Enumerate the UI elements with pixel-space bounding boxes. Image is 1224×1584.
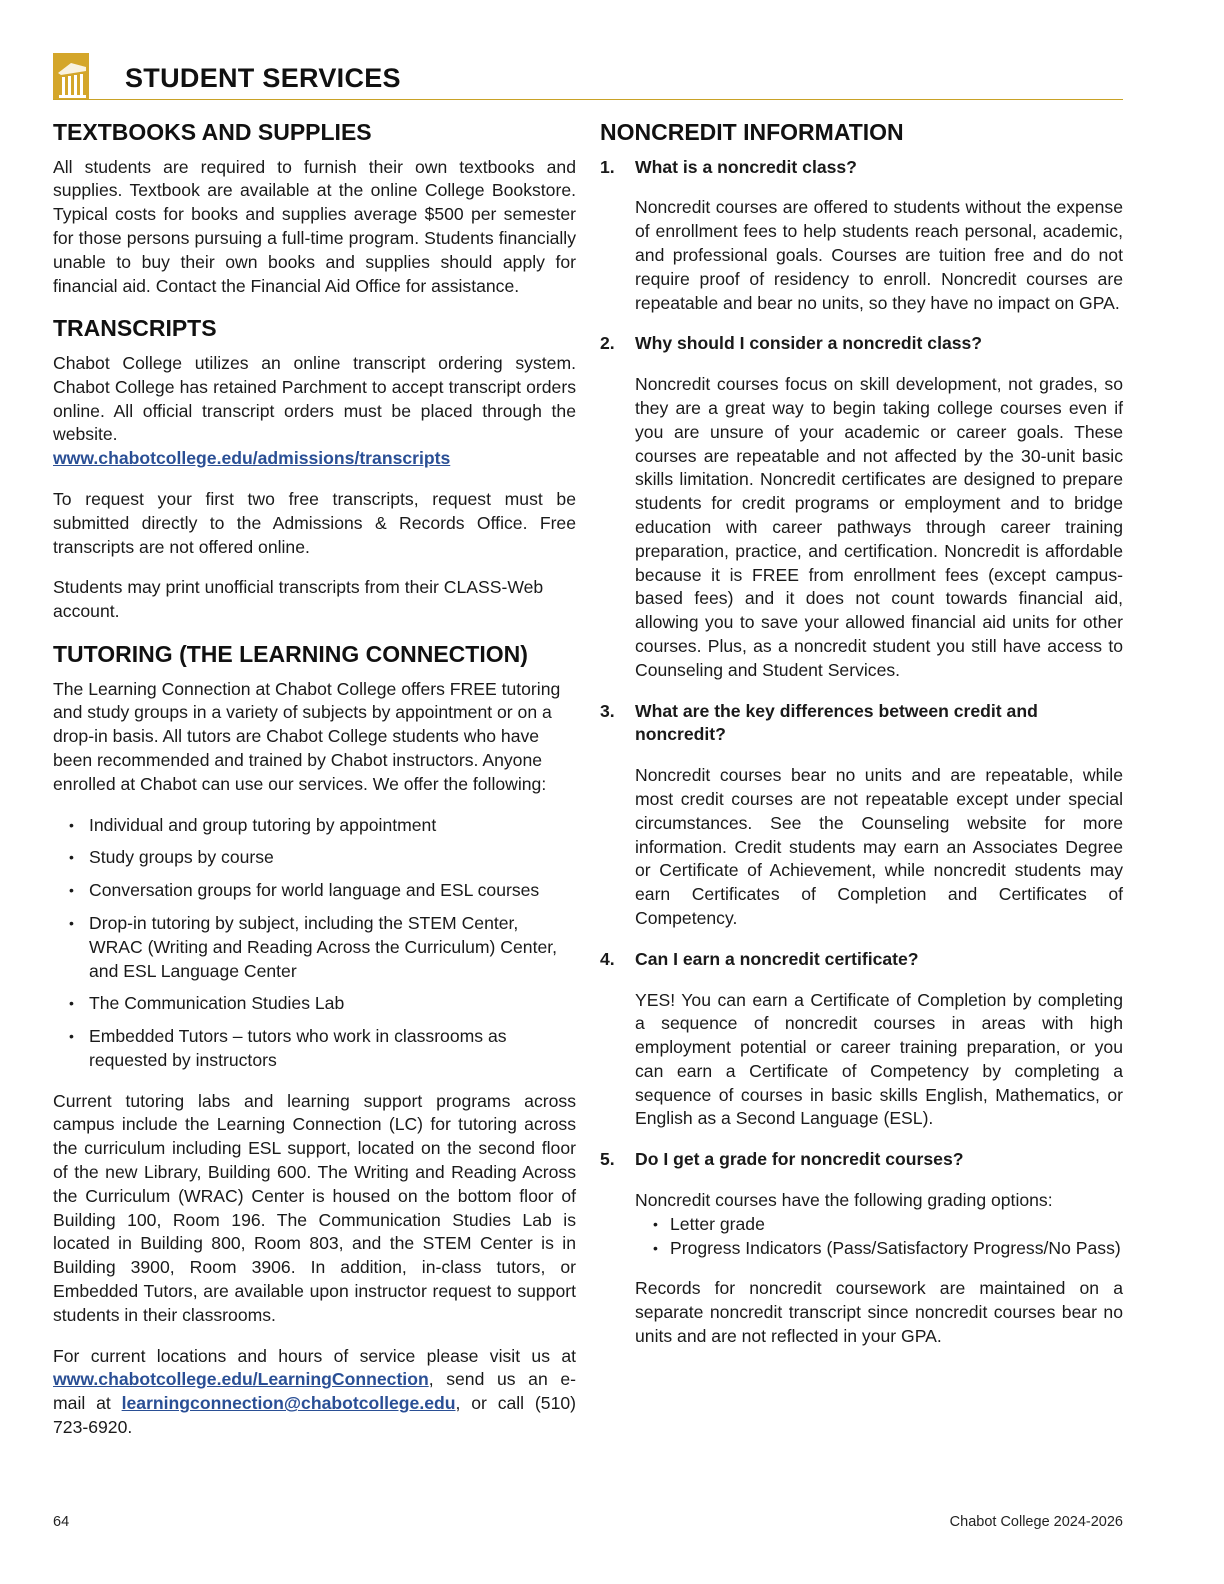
question-number: 1. (600, 156, 615, 177)
right-column (600, 119, 1123, 1366)
answer-2 (635, 373, 1123, 682)
section-title: STUDENT SERVICES (125, 63, 401, 93)
transcripts-link[interactable]: www.chabotcollege.edu/admissions/transcripts (53, 448, 451, 469)
transcripts-text: Chabot College utilizes an online transcript ordering system. Chabot College has retained Parchment to accept transcript orders online. All official transcript orders must be placed through the website. (53, 352, 576, 445)
learning-connection-email-link[interactable]: learningconnection@chabotcollege.edu (121, 1393, 456, 1414)
grading-lead: Noncredit courses have the following grading options: (635, 1190, 1053, 1211)
list-item: • Study groups by course (69, 846, 576, 870)
contact-text: , send us an e-mail at (53, 1369, 576, 1414)
list-item: • Conversation groups for world language and ESL courses (69, 879, 576, 903)
page-header (53, 52, 1123, 100)
tutoring-contact (53, 1345, 576, 1440)
records-text: Records for noncredit coursework are maintained on a separate noncredit transcript since noncredit courses bear no units and are not reflected in your GPA. (635, 1278, 1123, 1347)
question-text: What are the key differences between credit and noncredit? (635, 700, 1038, 745)
textbooks-heading: TEXTBOOKS AND SUPPLIES (53, 119, 372, 145)
answer-4 (635, 989, 1123, 1132)
list-item: • Letter grade (653, 1213, 1123, 1237)
learning-connection-link[interactable]: www.chabotcollege.edu/LearningConnection (53, 1369, 429, 1390)
question-1 (600, 156, 1123, 180)
answer-text: Noncredit courses are offered to students without the expense of enrollment fees to help students reach personal, academic, and professional goals. Courses are tuition free and do not require proof of residency to enroll. Noncredit courses are repeatable and bear no units, so they have no impact on GPA. (635, 197, 1123, 313)
grading-options-list (653, 1213, 1123, 1261)
question-number: 5. (600, 1149, 615, 1170)
question-text: What is a noncredit class? (635, 156, 857, 177)
question-4 (600, 948, 1123, 972)
free-transcripts-text: To request your first two free transcripts, request must be submitted directly to the Admissions & Records Office. Free transcripts are not offered online. (53, 488, 576, 557)
list-item: • Progress Indicators (Pass/Satisfactory Progress/No Pass) (653, 1237, 1123, 1261)
page-number: 64 (53, 1514, 70, 1530)
transcripts-body (53, 352, 576, 471)
building-columns-icon (53, 53, 89, 99)
left-column (53, 119, 576, 1457)
unofficial-transcripts-text: Students may print unofficial transcripts from their CLASS-Web account. (53, 577, 544, 622)
question-5 (600, 1148, 1123, 1172)
answer-1 (635, 196, 1123, 315)
answer-3 (635, 764, 1123, 931)
transcripts-heading: TRANSCRIPTS (53, 315, 217, 342)
answer-text: YES! You can earn a Certificate of Completion by completing a sequence of noncredit courses in areas with high employment potential or career training preparation, or you can earn a Certificate of Competency by completing a sequence of courses in basic skills English, Mathematics, or English as a Second Language (ESL). (635, 989, 1123, 1129)
catalog-footer: Chabot College 2024-2026 (949, 1514, 1123, 1530)
tutoring-intro: The Learning Connection at Chabot College offers FREE tutoring and study groups in a variety of subjects by appointment or on a drop-in basis. All tutors are Chabot College students who have been recommended and trained by Chabot instructors. Anyone enrolled at Chabot can use our services. We offer the following: (53, 678, 561, 794)
textbooks-body: All students are required to furnish their own textbooks and supplies. Textbook are available at the online College Bookstore. Typical costs for books and supplies average $500 per semester for those persons pursuing a full-time program. Students financially unable to buy their own books and supplies should apply for financial aid. Contact the Financial Aid Office for assistance. (53, 156, 576, 296)
question-2 (600, 332, 1123, 356)
list-item: • The Communication Studies Lab (69, 992, 576, 1016)
question-number: 2. (600, 333, 615, 354)
question-text: Can I earn a noncredit certificate? (635, 948, 919, 969)
question-3 (600, 700, 1123, 748)
answer-text: Noncredit courses focus on skill development, not grades, so they are a great way to begin taking college courses even if you are unsure of your academic or career goals. These courses are repeatable and not affected by the 30-unit basic skills limitation. Noncredit certificates are designed to prepare students for credit programs or employment and to bridge education with career pathways through career training preparation, practice, and certification. Noncredit is affordable because it is FREE from enrollment fees (except campus-based fees) and it does not count towards financial aid, allowing you to save your allowed financial aid units for other courses. Plus, as a noncredit student you still have access to Counseling and Student Services. (635, 374, 1123, 680)
list-item: • Embedded Tutors – tutors who work in classrooms as requested by instructors (69, 1025, 576, 1073)
tutoring-labs-text: Current tutoring labs and learning support programs across campus include the Learning Connection (LC) for tutoring across the curriculum including ESL support, located on the second floor of the new Library, Building 600. The Writing and Reading Across the Curriculum (WRAC) Center is housed on the bottom floor of Building 100, Room 196. The Communication Studies Lab is located in Building 800, Room 803, and the STEM Center is in Building 3900, Room 3906. In addition, in-class tutors, or Embedded Tutors, are available upon instructor request to support students in their classrooms. (53, 1090, 576, 1325)
list-item: • Individual and group tutoring by appointment (69, 814, 576, 838)
tutoring-heading: TUTORING (THE LEARNING CONNECTION) (53, 640, 528, 667)
contact-text: For current locations and hours of service please visit us at (53, 1345, 576, 1366)
contact-text: , or call (510) 723-6920. (53, 1393, 576, 1438)
question-number: 4. (600, 948, 615, 969)
list-item: • Drop-in tutoring by subject, including the STEM Center, WRAC (Writing and Reading Across the Curriculum) Center, and ESL Language Center (69, 912, 576, 983)
answer-text: Noncredit courses bear no units and are repeatable, while most credit courses are not repeatable except under special circumstances. See the Counseling website for more information. Credit students may earn an Associates Degree or Certificate of Achievement, while noncredit students may earn Certificates of Completion and Certificates of Competency. (635, 765, 1123, 928)
tutoring-services-list (69, 814, 576, 1073)
answer-5 (635, 1189, 1123, 1349)
noncredit-heading: NONCREDIT INFORMATION (600, 119, 904, 145)
question-text: Do I get a grade for noncredit courses? (635, 1149, 964, 1170)
question-number: 3. (600, 700, 615, 721)
question-text: Why should I consider a noncredit class? (635, 333, 983, 354)
